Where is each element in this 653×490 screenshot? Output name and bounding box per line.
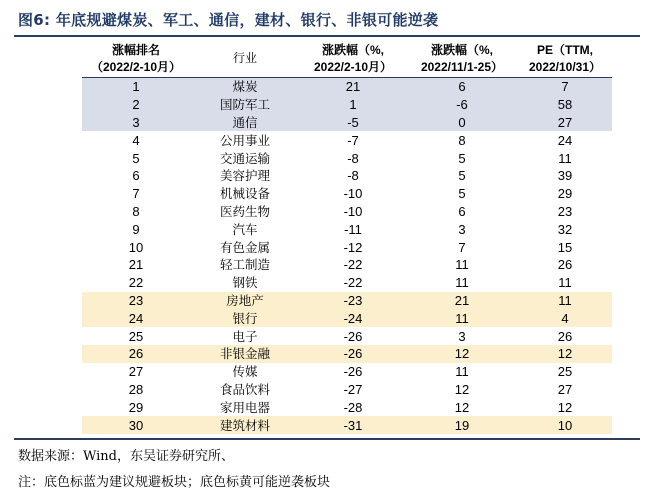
rank-cell: 27: [128, 364, 144, 380]
rank-cell: 3: [82, 114, 190, 132]
pe-ttm-cell: 29: [557, 186, 573, 202]
change-feb-oct-cell: 21: [300, 78, 406, 96]
pe-ttm-cell: 23: [557, 203, 573, 219]
table-row: [82, 292, 612, 310]
rank-cell: 5: [132, 150, 140, 166]
industry-cell: 电子: [232, 328, 258, 344]
industry-cell: 机械设备: [219, 186, 270, 202]
rank-cell: 9: [132, 221, 140, 237]
table-row: [82, 345, 612, 363]
pe-ttm-cell: 58: [518, 96, 612, 114]
pe-ttm-cell: 12: [557, 399, 573, 415]
rank-cell: 10: [128, 239, 144, 255]
table-row: [82, 203, 612, 221]
industry-performance-table: [82, 40, 612, 434]
header-rank: [82, 40, 190, 78]
pe-ttm-cell: 11: [558, 275, 572, 291]
rank-cell: 1: [82, 78, 190, 96]
rank-cell: 21: [128, 257, 144, 273]
rank-cell: 30: [82, 416, 190, 434]
pe-ttm-cell: 26: [557, 257, 573, 273]
table-row: [82, 96, 612, 114]
footnote: 注：底色标蓝为建议规避板块；底色标黄可能逆袭板块: [18, 475, 331, 490]
change-feb-oct-cell: -7: [347, 132, 359, 148]
rank-cell: 26: [82, 345, 190, 363]
pe-ttm-cell: 27: [518, 114, 612, 132]
industry-cell: 公用事业: [219, 132, 270, 148]
header-rank-line2: （2022/2-10月）: [90, 59, 182, 74]
change-nov-cell: 21: [406, 292, 518, 310]
table-row: [82, 238, 612, 256]
change-feb-oct-cell: -5: [300, 114, 406, 132]
table-row: [82, 149, 612, 167]
change-nov-cell: 6: [406, 78, 518, 96]
change-feb-oct-cell: -8: [347, 150, 359, 166]
header-rank-line1: 涨幅排名: [111, 42, 160, 57]
pe-ttm-cell: 4: [518, 309, 612, 327]
rank-cell: 2: [82, 96, 190, 114]
pe-ttm-cell: 26: [557, 328, 573, 344]
change-nov-cell: -6: [406, 96, 518, 114]
table-row: [82, 398, 612, 416]
change-feb-oct-cell: -22: [343, 275, 363, 291]
change-feb-oct-cell: -26: [300, 345, 406, 363]
table-row: [82, 363, 612, 381]
rank-cell: 8: [132, 203, 140, 219]
rank-cell: 28: [128, 381, 144, 397]
header-change-2: [406, 40, 518, 78]
change-feb-oct-cell: -22: [343, 257, 363, 273]
change-feb-oct-cell: -26: [343, 364, 363, 380]
industry-cell: 通信: [190, 114, 300, 132]
change-nov-cell: 3: [458, 221, 466, 237]
rank-cell: 25: [128, 328, 144, 344]
table-row: [82, 220, 612, 238]
data-source: 数据来源：Wind，东吴证券研究所、: [18, 449, 234, 464]
change-feb-oct-cell: -27: [343, 381, 363, 397]
table-row: [82, 381, 612, 399]
change-nov-cell: 11: [455, 257, 469, 273]
rank-cell: 23: [82, 292, 190, 310]
pe-ttm-cell: 24: [557, 132, 573, 148]
pe-ttm-cell: 27: [557, 381, 573, 397]
pe-ttm-cell: 39: [557, 168, 573, 184]
industry-cell: 食品饮料: [219, 381, 270, 397]
title-divider: [14, 35, 640, 37]
pe-ttm-cell: 11: [518, 292, 612, 310]
header-pe: [518, 40, 612, 78]
industry-cell: 轻工制造: [219, 257, 270, 273]
change-feb-oct-cell: -10: [343, 186, 363, 202]
pe-ttm-cell: 7: [518, 78, 612, 96]
table-header-row: [82, 40, 612, 78]
change-feb-oct-cell: -31: [300, 416, 406, 434]
change-feb-oct-cell: -26: [343, 328, 363, 344]
table-row: [82, 256, 612, 274]
industry-cell: 国防军工: [190, 96, 300, 114]
change-feb-oct-cell: -10: [343, 203, 363, 219]
change-nov-cell: 5: [458, 168, 466, 184]
change-nov-cell: 12: [406, 345, 518, 363]
industry-cell: 传媒: [232, 364, 258, 380]
change-nov-cell: 11: [455, 275, 469, 291]
rank-cell: 29: [128, 399, 144, 415]
header-change-2-line2: 2022/11/1-25）: [420, 59, 504, 74]
industry-cell: 煤炭: [190, 78, 300, 96]
industry-cell: 银行: [190, 309, 300, 327]
change-nov-cell: 0: [406, 114, 518, 132]
rank-cell: 24: [82, 309, 190, 327]
industry-cell: 有色金属: [219, 239, 270, 255]
industry-cell: 汽车: [232, 221, 258, 237]
table-body: [82, 78, 612, 434]
rank-cell: 6: [132, 168, 140, 184]
change-nov-cell: 11: [455, 364, 469, 380]
industry-cell: 钢铁: [232, 275, 258, 291]
figure-title: 图6: 年底规避煤炭、军工、通信，建材、银行、非银可能逆袭: [18, 11, 439, 29]
industry-cell: 非银金融: [190, 345, 300, 363]
change-feb-oct-cell: -8: [347, 168, 359, 184]
rank-cell: 7: [132, 186, 140, 202]
change-nov-cell: 5: [458, 186, 466, 202]
pe-ttm-cell: 12: [518, 345, 612, 363]
change-feb-oct-cell: -28: [343, 399, 363, 415]
rank-cell: 4: [132, 132, 140, 148]
change-nov-cell: 11: [406, 309, 518, 327]
header-change-1-line1: 涨跌幅（%,: [321, 42, 384, 57]
table-row: [82, 78, 612, 96]
industry-cell: 交通运输: [219, 150, 270, 166]
table-row: [82, 309, 612, 327]
header-pe-line1: PE（TTM,: [537, 42, 593, 57]
pe-ttm-cell: 25: [557, 364, 573, 380]
change-feb-oct-cell: -11: [344, 221, 362, 237]
change-nov-cell: 6: [458, 203, 466, 219]
header-change-2-line1: 涨跌幅（%,: [430, 42, 493, 57]
change-feb-oct-cell: -12: [343, 239, 363, 255]
industry-cell: 美容护理: [219, 168, 270, 184]
header-change-1: [300, 40, 406, 78]
pe-ttm-cell: 32: [557, 221, 573, 237]
change-nov-cell: 3: [458, 328, 466, 344]
bottom-divider: [14, 438, 640, 440]
table-row: [82, 185, 612, 203]
pe-ttm-cell: 11: [558, 150, 572, 166]
change-nov-cell: 12: [454, 399, 470, 415]
header-pe-line2: 2022/10/31）: [528, 59, 602, 74]
table-row: [82, 114, 612, 132]
industry-cell: 建筑材料: [190, 416, 300, 434]
pe-ttm-cell: 10: [518, 416, 612, 434]
change-nov-cell: 12: [454, 381, 470, 397]
change-nov-cell: 8: [458, 132, 466, 148]
table-row: [82, 327, 612, 345]
change-feb-oct-cell: -23: [300, 292, 406, 310]
industry-cell: 家用电器: [219, 399, 270, 415]
change-feb-oct-cell: 1: [300, 96, 406, 114]
industry-cell: 医药生物: [219, 203, 270, 219]
change-nov-cell: 19: [406, 416, 518, 434]
header-industry: 行业: [232, 51, 257, 65]
table-row: [82, 416, 612, 434]
change-nov-cell: 7: [458, 239, 466, 255]
rank-cell: 22: [128, 275, 144, 291]
header-change-1-line2: 2022/2-10月）: [313, 59, 393, 74]
table-row: [82, 167, 612, 185]
change-feb-oct-cell: -24: [300, 309, 406, 327]
change-nov-cell: 5: [458, 150, 466, 166]
table-row: [82, 274, 612, 292]
industry-cell: 房地产: [190, 292, 300, 310]
pe-ttm-cell: 15: [557, 239, 573, 255]
table-row: [82, 131, 612, 149]
